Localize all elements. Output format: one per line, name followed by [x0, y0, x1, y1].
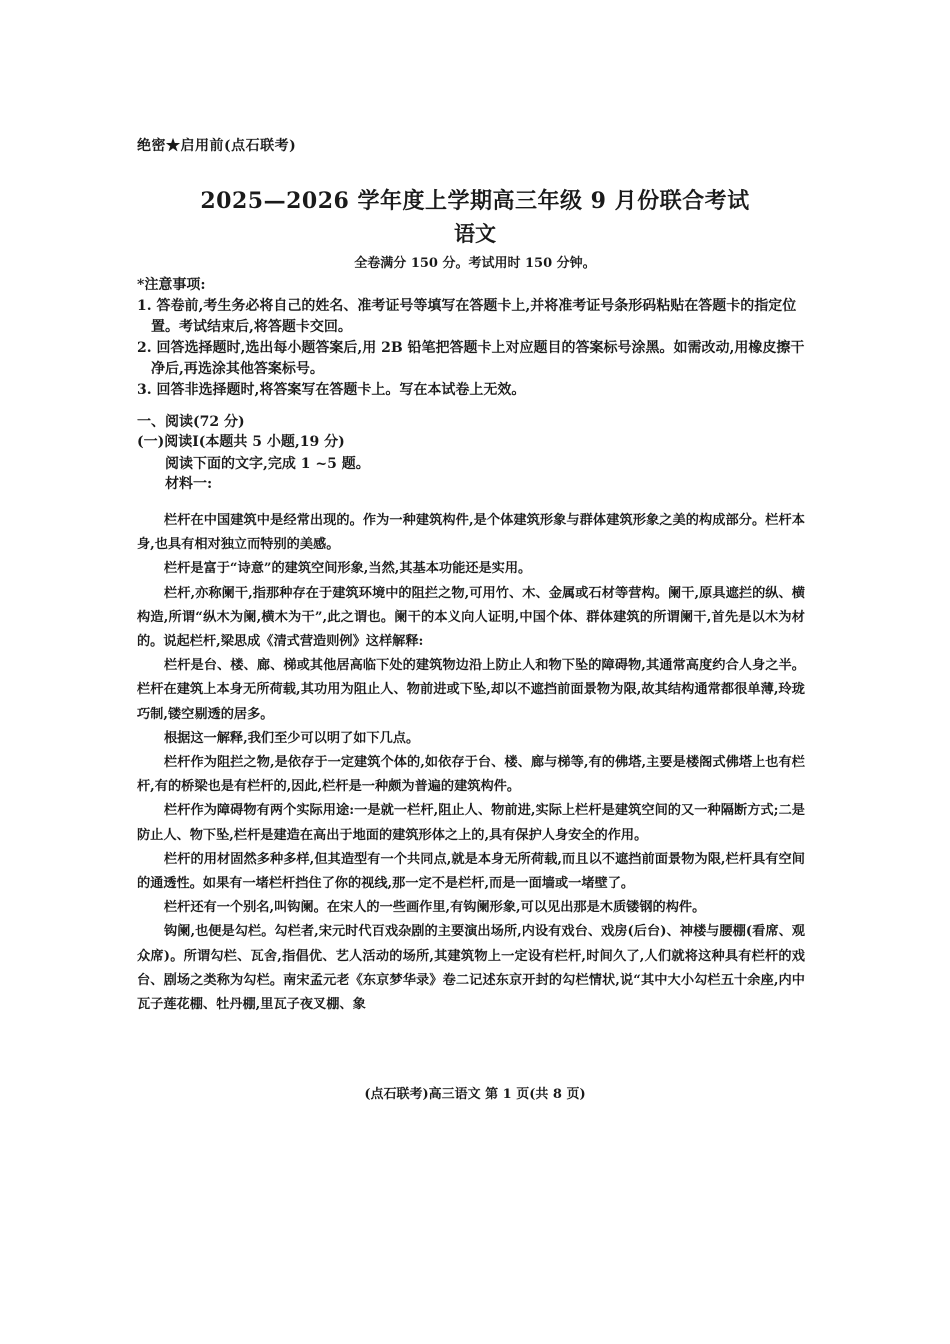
notice-item: 2. 回答选择题时,选出每小题答案后,用 2B 铅笔把答题卡上对应题目的答案标号涂黑。如需改动,用橡皮擦干净后,再选涂其他答案标号。	[137, 340, 805, 377]
paragraph: 根据这一解释,我们至少可以明了如下几点。	[164, 730, 420, 746]
subject-title: 语文	[454, 221, 496, 246]
paragraph: 栏杆的用材固然多种多样,但其造型有一个共同点,就是本身无所荷载,而且以不遮挡前面景物为限,栏杆具有空间的通透性。如果有一堵栏杆挡住了你的视线,那一定不是栏杆,而是一面墙或一堵壁了。	[137, 851, 805, 892]
section-heading: 一、阅读(72 分)	[137, 414, 245, 430]
paragraph: 栏杆作为阻拦之物,是依存于一定建筑个体的,如依存于台、楼、廊与梯等,有的佛塔,主要是楼阁式佛塔上也有栏杆,有的桥梁也是有栏杆的,因此,栏杆是一种颇为普遍的建筑构件。	[137, 755, 805, 795]
paragraph: 栏杆是台、楼、廊、梯或其他居高临下处的建筑物边沿上防止人和物下坠的障碍物,其通常高度约合人身之半。栏杆在建筑上本身无所荷载,其功用为阻止人、物前进或下坠,却以不遮挡前面景物为限,故其结构通常都很单薄,玲珑巧制,镂空剔透的居多。	[137, 658, 805, 722]
section-header	[137, 412, 812, 494]
paragraph: 钩阑,也便是勾栏。勾栏者,宋元时代百戏杂剧的主要演出场所,内设有戏台、戏房(后台)、神楼与腰棚(看席、观众席)。所谓勾栏、瓦舍,指倡优、艺人活动的场所,其建筑物上一定设有栏杆,时间久了,人们就将这种具有栏杆的戏台、剧场之类称为勾栏。南宋孟元老《东京梦华录》卷二记述东京开封的勾栏情状,说“其中大小勾栏五十余座,内中瓦子莲花棚、牡丹棚,里瓦子夜叉棚、象	[137, 924, 805, 1013]
notice-block	[137, 275, 812, 401]
section-subheading: (一)阅读Ⅰ(本题共 5 小题,19 分)	[137, 434, 345, 450]
paragraph: 栏杆作为障碍物有两个实际用途:一是就一栏杆,阻止人、物前进,实际上栏杆是建筑空间的又一种隔断方式;二是防止人、物下坠,栏杆是建造在高出于地面的建筑形体之上的,具有保护人身安全的作用。	[137, 803, 805, 843]
paragraph: 栏杆还有一个别名,叫钩阑。在宋人的一些画作里,有钩阑形象,可以见出那是木质镂钢的构件。	[164, 900, 706, 916]
paragraph: 栏杆,亦称阑干,指那种存在于建筑环境中的阻拦之物,可用竹、木、金属或石材等营构。阑干,原具遮拦的纵、横构造,所谓“纵木为阑,横木为干”,此之谓也。阑干的本义向人证明,中国个体、群体建筑的所谓阑干,首先是以木为材的。说起栏杆,梁思成《清式营造则例》这样解释:	[137, 585, 805, 650]
exam-title: 2025—2026 学年度上学期高三年级 9 月份联合考试	[200, 188, 750, 214]
paragraph: 栏杆是富于“诗意”的建筑空间形象,当然,其基本功能还是实用。	[164, 561, 532, 577]
section-instruction: 阅读下面的文字,完成 1 ~5 题。	[165, 456, 370, 472]
notice-item: 1. 答卷前,考生务必将自己的姓名、准考证号等填写在答题卡上,并将准考证号条形码粘贴在答题卡的指定位置。考试结束后,将答题卡交回。	[137, 298, 797, 335]
notice-title: *注意事项:	[137, 277, 206, 293]
confidential-label: 绝密★启用前(点石联考)	[137, 138, 297, 154]
page-footer: (点石联考)高三语文 第 1 页(共 8 页)	[364, 1087, 586, 1102]
reading-material	[137, 509, 805, 1017]
notice-list	[137, 296, 812, 401]
notice-item: 3. 回答非选择题时,将答案写在答题卡上。写在本试卷上无效。	[137, 382, 526, 398]
score-info: 全卷满分 150 分。考试用时 150 分钟。	[354, 256, 596, 271]
paragraph: 栏杆在中国建筑中是经常出现的。作为一种建筑构件,是个体建筑形象与群体建筑形象之美的构成部分。栏杆本身,也具有相对独立而特别的美感。	[137, 513, 805, 553]
material-label: 材料一:	[165, 476, 213, 492]
